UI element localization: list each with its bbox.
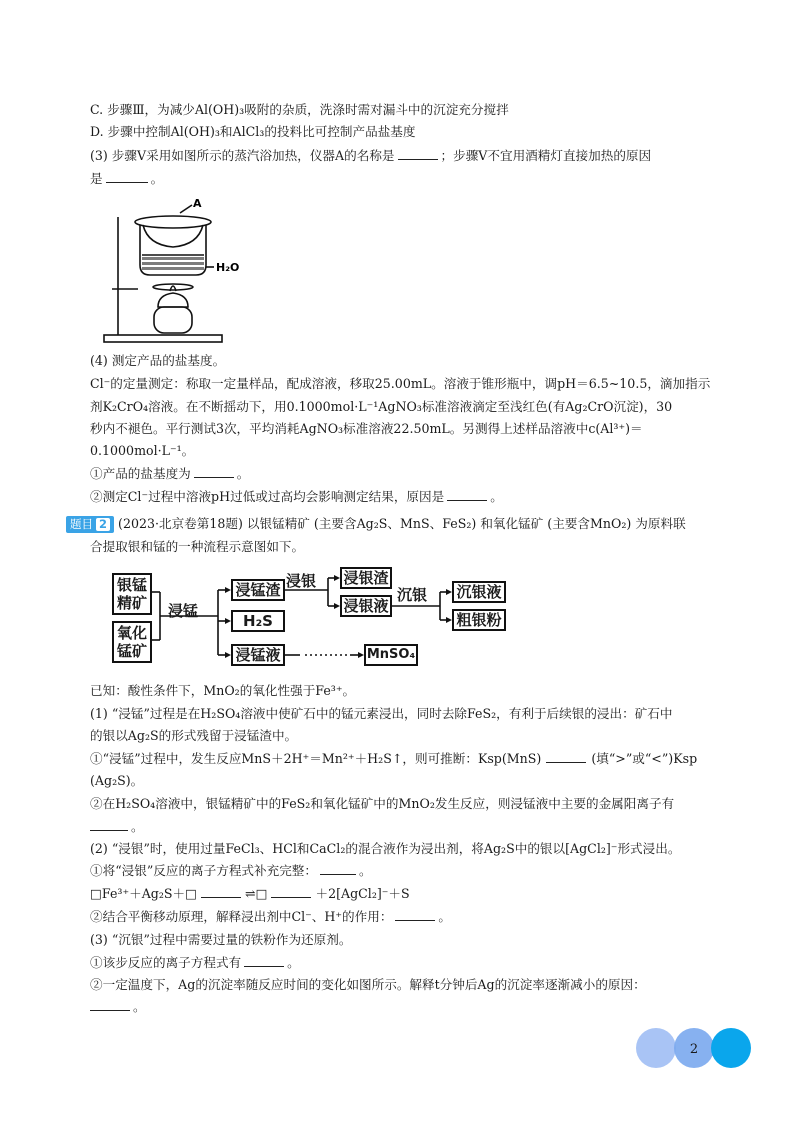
- question-3-line-2: [90, 170, 163, 188]
- badge-circle-right: [711, 1028, 751, 1068]
- s2-text: ②测定Cl⁻过程中溶液pH过低或过高均会影响测定结果，原因是: [90, 489, 445, 504]
- box-manganese-leach-liquor: 浸锰液: [231, 644, 285, 666]
- eq-right: ＋2[AgCl₂]⁻＋S: [315, 886, 410, 901]
- punct: 。: [133, 999, 146, 1014]
- label-water: H₂O: [216, 261, 240, 274]
- alcohol-lamp: [158, 293, 188, 307]
- badge-circle-left: [636, 1028, 676, 1068]
- q3-text-a: (3) 步骤V采用如图所示的蒸汽浴加热，仪器A的名称是: [90, 148, 395, 163]
- part-1-line-1: (1) “浸锰”过程是在H₂SO₄溶液中使矿石中的锰元素浸出，同时去除FeS₂，有利于后续银的浸出：矿石中: [90, 706, 673, 721]
- p3b-text: (填“>”或“<”)Ksp: [591, 751, 698, 766]
- eq-left: □Fe³⁺＋Ag₂S＋□: [90, 886, 198, 901]
- answer-blank[interactable]: [398, 147, 438, 160]
- question-4-para-4: 0.1000mol·L⁻¹。: [90, 443, 195, 458]
- punct: 。: [150, 171, 164, 186]
- part-3-q2: ②一定温度下，Ag的沉淀率随反应时间的变化如图所示。解释t分钟后Ag的沉淀率逐渐减小的原因：: [90, 977, 646, 992]
- punct: 。: [358, 863, 372, 878]
- punct: 。: [236, 466, 250, 481]
- label-a: A: [193, 197, 202, 210]
- part-1-q2: ②在H₂SO₄溶液中，银锰精矿中的FeS₂和氧化锰矿中的MnO₂发生反应，则浸锰液中主要的金属阳离子有: [90, 796, 675, 811]
- answer-blank[interactable]: [320, 862, 356, 875]
- punct: 。: [490, 489, 503, 504]
- s1-text: ①产品的盐基度为: [90, 466, 191, 481]
- option-d: D. 步骤中控制Al(OH)₃和AlCl₃的投料比可控制产品盐基度: [90, 124, 416, 139]
- punct: 。: [131, 819, 144, 834]
- answer-blank[interactable]: [447, 488, 487, 501]
- stand-base: [104, 335, 222, 342]
- answer-blank[interactable]: [90, 998, 130, 1011]
- question-4-para-3: 秒内不褪色。平行测试3次，平均消耗AgNO₃标准溶液22.50mL。另测得上述样品溶液中c(Al³⁺)＝: [90, 421, 643, 436]
- box-silver-manganese-concentrate: 银锰精矿: [112, 573, 152, 615]
- answer-blank[interactable]: [271, 885, 311, 898]
- label-manganese-leaching: 浸锰: [168, 602, 199, 620]
- problem-tag: [66, 516, 114, 533]
- box-mnso4: MnSO₄: [364, 644, 418, 666]
- label-silver-leaching: 浸银: [286, 572, 317, 590]
- label-silver-precipitation: 沉银: [397, 586, 428, 604]
- box-precipitation-liquor: 沉银液: [452, 581, 506, 603]
- q3-text-c: 是: [90, 171, 103, 186]
- steam-bath-apparatus-figure: [98, 195, 248, 355]
- subquestion-2: [90, 488, 503, 506]
- box-crude-silver-powder: 粗银粉: [452, 609, 506, 631]
- answer-blank[interactable]: [546, 750, 586, 763]
- answer-blank[interactable]: [244, 954, 284, 967]
- box-h2s: H₂S: [231, 610, 285, 632]
- box-manganese-oxide-ore: 氧化锰矿: [112, 621, 152, 663]
- tag-label: 题目: [70, 517, 93, 531]
- ring-support: [153, 284, 193, 290]
- p8-text: ①将“浸银”反应的离子方程式补充完整：: [90, 863, 317, 878]
- box-silver-leach-residue: 浸银渣: [340, 567, 392, 589]
- punct: 。: [287, 955, 300, 970]
- box-manganese-leach-residue: 浸锰渣: [231, 579, 285, 601]
- question-4-para-1: Cl⁻的定量测定：称取一定量样品，配成溶液，移取25.00mL。溶液于锥形瓶中，调pH＝6.5~10.5，滴加指示: [90, 376, 711, 391]
- answer-blank[interactable]: [90, 818, 128, 831]
- page-number-badge: [636, 1026, 756, 1070]
- box-silver-leach-liquor: 浸银液: [340, 595, 392, 617]
- question-3-line-1: [90, 147, 651, 165]
- problem-2-header: [66, 515, 686, 533]
- problem-2-text-b: 合提取银和锰的一种流程示意图如下。: [90, 539, 305, 554]
- answer-blank[interactable]: [106, 170, 148, 183]
- p10-text: ②结合平衡移动原理，解释浸出剂中Cl⁻、H⁺的作用：: [90, 909, 393, 924]
- part-3-q1: [90, 954, 300, 972]
- part-3-q2-answer: [90, 998, 146, 1016]
- punct: 。: [438, 909, 452, 924]
- answer-blank[interactable]: [201, 885, 241, 898]
- known-condition: 已知：酸性条件下，MnO₂的氧化性强于Fe³⁺。: [90, 683, 356, 698]
- page-number: 2: [689, 1042, 699, 1057]
- part-2-q2: [90, 908, 451, 926]
- part-3-line-1: (3) “沉银”过程中需要过量的铁粉作为还原剂。: [90, 932, 352, 947]
- subquestion-1: [90, 465, 249, 483]
- p3a-text: ①“浸锰”过程中，发生反应MnS＋2H⁺＝Mn²⁺＋H₂S↑，则可推断：Ksp(MnS): [90, 751, 542, 766]
- ionic-equation: [90, 885, 410, 903]
- part-2-line-1: (2) “浸银”时，使用过量FeCl₃、HCl和CaCl₂的混合液作为浸出剂，将Ag₂S中的银以[AgCl₂]⁻形式浸出。: [90, 841, 681, 856]
- part-1-line-2: 的银以Ag₂S的形式残留于浸锰渣中。: [90, 728, 298, 743]
- evaporating-dish-a: [135, 216, 211, 228]
- part-1-q1-cont: (Ag₂S)。: [90, 773, 144, 788]
- part-2-q1: [90, 862, 372, 880]
- tag-number: 2: [96, 518, 110, 531]
- q3-text-b: ；步骤V不宜用酒精灯直接加热的原因: [440, 148, 652, 163]
- p12-text: ①该步反应的离子方程式有: [90, 955, 242, 970]
- answer-blank[interactable]: [395, 908, 435, 921]
- process-flow-chart: [100, 560, 520, 672]
- question-4-title: (4) 测定产品的盐基度。: [90, 353, 226, 368]
- part-1-q2-answer: [90, 818, 144, 836]
- answer-blank[interactable]: [194, 465, 234, 478]
- question-4-para-2: 剂K₂CrO₄溶液。在不断摇动下，用0.1000mol·L⁻¹AgNO₃标准溶液滴定至浅红色(有Ag₂CrO沉淀)，30: [90, 399, 673, 414]
- option-c: C. 步骤Ⅲ，为减少Al(OH)₃吸附的杂质，洗涤时需对漏斗中的沉淀充分搅拌: [90, 102, 509, 117]
- eq-arrow: ⇌□: [245, 886, 268, 901]
- part-1-q1: [90, 750, 697, 768]
- problem-2-text-a: (2023·北京卷第18题) 以银锰精矿 (主要含Ag₂S、MnS、FeS₂) 和氧化锰矿 (主要含MnO₂) 为原料联: [118, 516, 686, 531]
